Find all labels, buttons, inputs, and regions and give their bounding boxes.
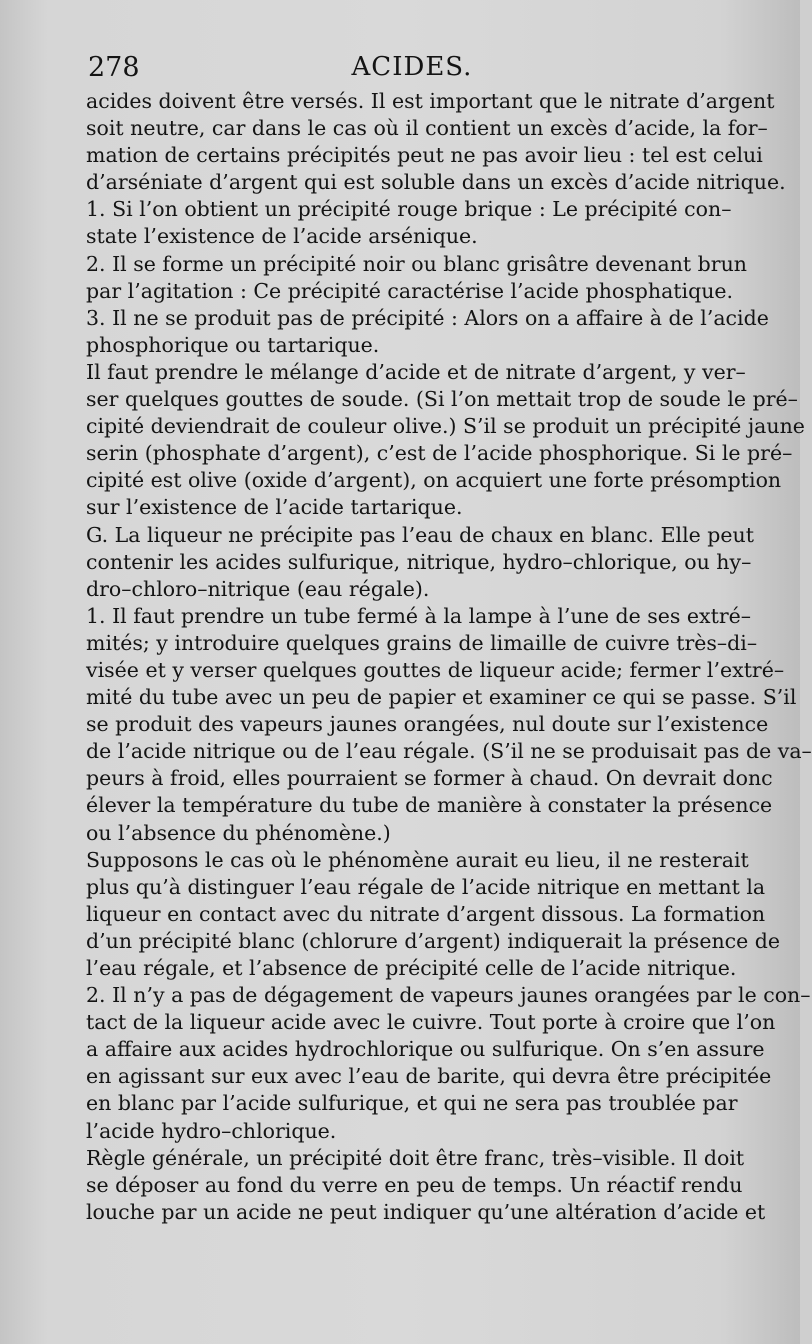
text-line: l’acide hydro–chlorique. [86,1118,337,1143]
text-line: en blanc par l’acide sulfurique, et qui ne sera pas troublée par [86,1091,738,1116]
text-line: mation de certains précipités peut ne pas avoir lieu : tel est celui [86,143,763,168]
text-line: louche par un acide ne peut indiquer qu’une altération d’acide et [86,1199,766,1224]
text-line: l’eau régale, et l’absence de précipité celle de l’acide nitrique. [86,956,737,980]
text-line: soit neutre, car dans le cas où il contient un excès d’acide, la for– [86,116,768,141]
text-line: tact de la liqueur acide avec le cuivre. Tout porte à croire que l’on [86,1010,776,1035]
text-line: ou l’absence du phénomène.) [86,820,391,845]
text-line: 2. Il n’y a pas de dégagement de vapeurs jaunes orangées par le con– [86,983,811,1008]
text-line: se produit des vapeurs jaunes orangées, nul doute sur l’existence [86,712,769,737]
text-line: plus qu’à distinguer l’eau régale de l’acide nitrique en mettant la [86,874,766,899]
text-line: phosphorique ou tartarique. [86,332,380,357]
page-header [88,52,736,88]
text-line: ser quelques gouttes de soude. (Si l’on mettait trop de soude le pré– [86,387,798,412]
text-line: cipité deviendrait de couleur olive.) S’il se produit un précipité jaune [86,414,805,439]
text-line: mités; y introduire quelques grains de limaille de cuivre très–di– [86,630,758,655]
text-line: en agissant sur eux avec l’eau de barite, qui devra être précipitée [86,1064,772,1089]
text-line: 3. Il ne se produit pas de précipité : Alors on a affaire à de l’acide [86,305,769,330]
text-line: contenir les acides sulfurique, nitrique, hydro–chlorique, ou hy– [86,549,752,574]
text-line: 1. Il faut prendre un tube fermé à la lampe à l’une de ses extré– [86,603,752,628]
running-head: ACIDES. [351,52,473,82]
text-line: a affaire aux acides hydrochlorique ou sulfurique. On s’en assure [86,1037,765,1062]
text-line: par l’agitation : Ce précipité caractérise l’acide phosphatique. [86,278,734,303]
text-line: G. La liqueur ne précipite pas l’eau de chaux en blanc. Elle peut [86,522,755,547]
text-line: acides doivent être versés. Il est important que le nitrate d’argent [86,89,775,113]
text-line: élever la température du tube de manière à constater la présence [86,793,773,818]
text-line: peurs à froid, elles pourraient se former à chaud. On devrait donc [86,766,773,791]
text-line: de l’acide nitrique ou de l’eau régale. (S’il ne se produisait pas de va– [86,739,812,764]
text-line: se déposer au fond du verre en peu de temps. Un réactif rendu [86,1172,743,1197]
text-line: 1. Si l’on obtient un précipité rouge brique : Le précipité con– [86,197,732,222]
text-line: Supposons le cas où le phénomène aurait eu lieu, il ne resterait [86,847,749,872]
page-number: 278 [88,52,140,83]
text-line: sur l’existence de l’acide tartarique. [86,495,463,520]
text-line: state l’existence de l’acide arsénique. [86,224,478,249]
text-line: Règle générale, un précipité doit être franc, très–visible. Il doit [86,1145,745,1170]
text-line: liqueur en contact avec du nitrate d’argent dissous. La formation [86,901,766,926]
text-line: 2. Il se forme un précipité noir ou blanc grisâtre devenant brun [86,251,747,276]
text-line: mité du tube avec un peu de papier et examiner ce qui se passe. S’il [86,685,797,710]
page-body [86,88,812,1226]
text-line: d’un précipité blanc (chlorure d’argent) indiquerait la présence de [86,928,781,953]
text-line: Il faut prendre le mélange d’acide et de nitrate d’argent, y ver– [86,359,746,384]
text-line: cipité est olive (oxide d’argent), on acquiert une forte présomption [86,468,782,493]
text-line: serin (phosphate d’argent), c’est de l’acide phosphorique. Si le pré– [86,441,793,466]
text-line: visée et y verser quelques gouttes de liqueur acide; fermer l’extré– [86,657,785,682]
text-line: d’arséniate d’argent qui est soluble dans un excès d’acide nitrique. [86,170,786,195]
text-line: dro–chloro–nitrique (eau régale). [86,576,430,601]
